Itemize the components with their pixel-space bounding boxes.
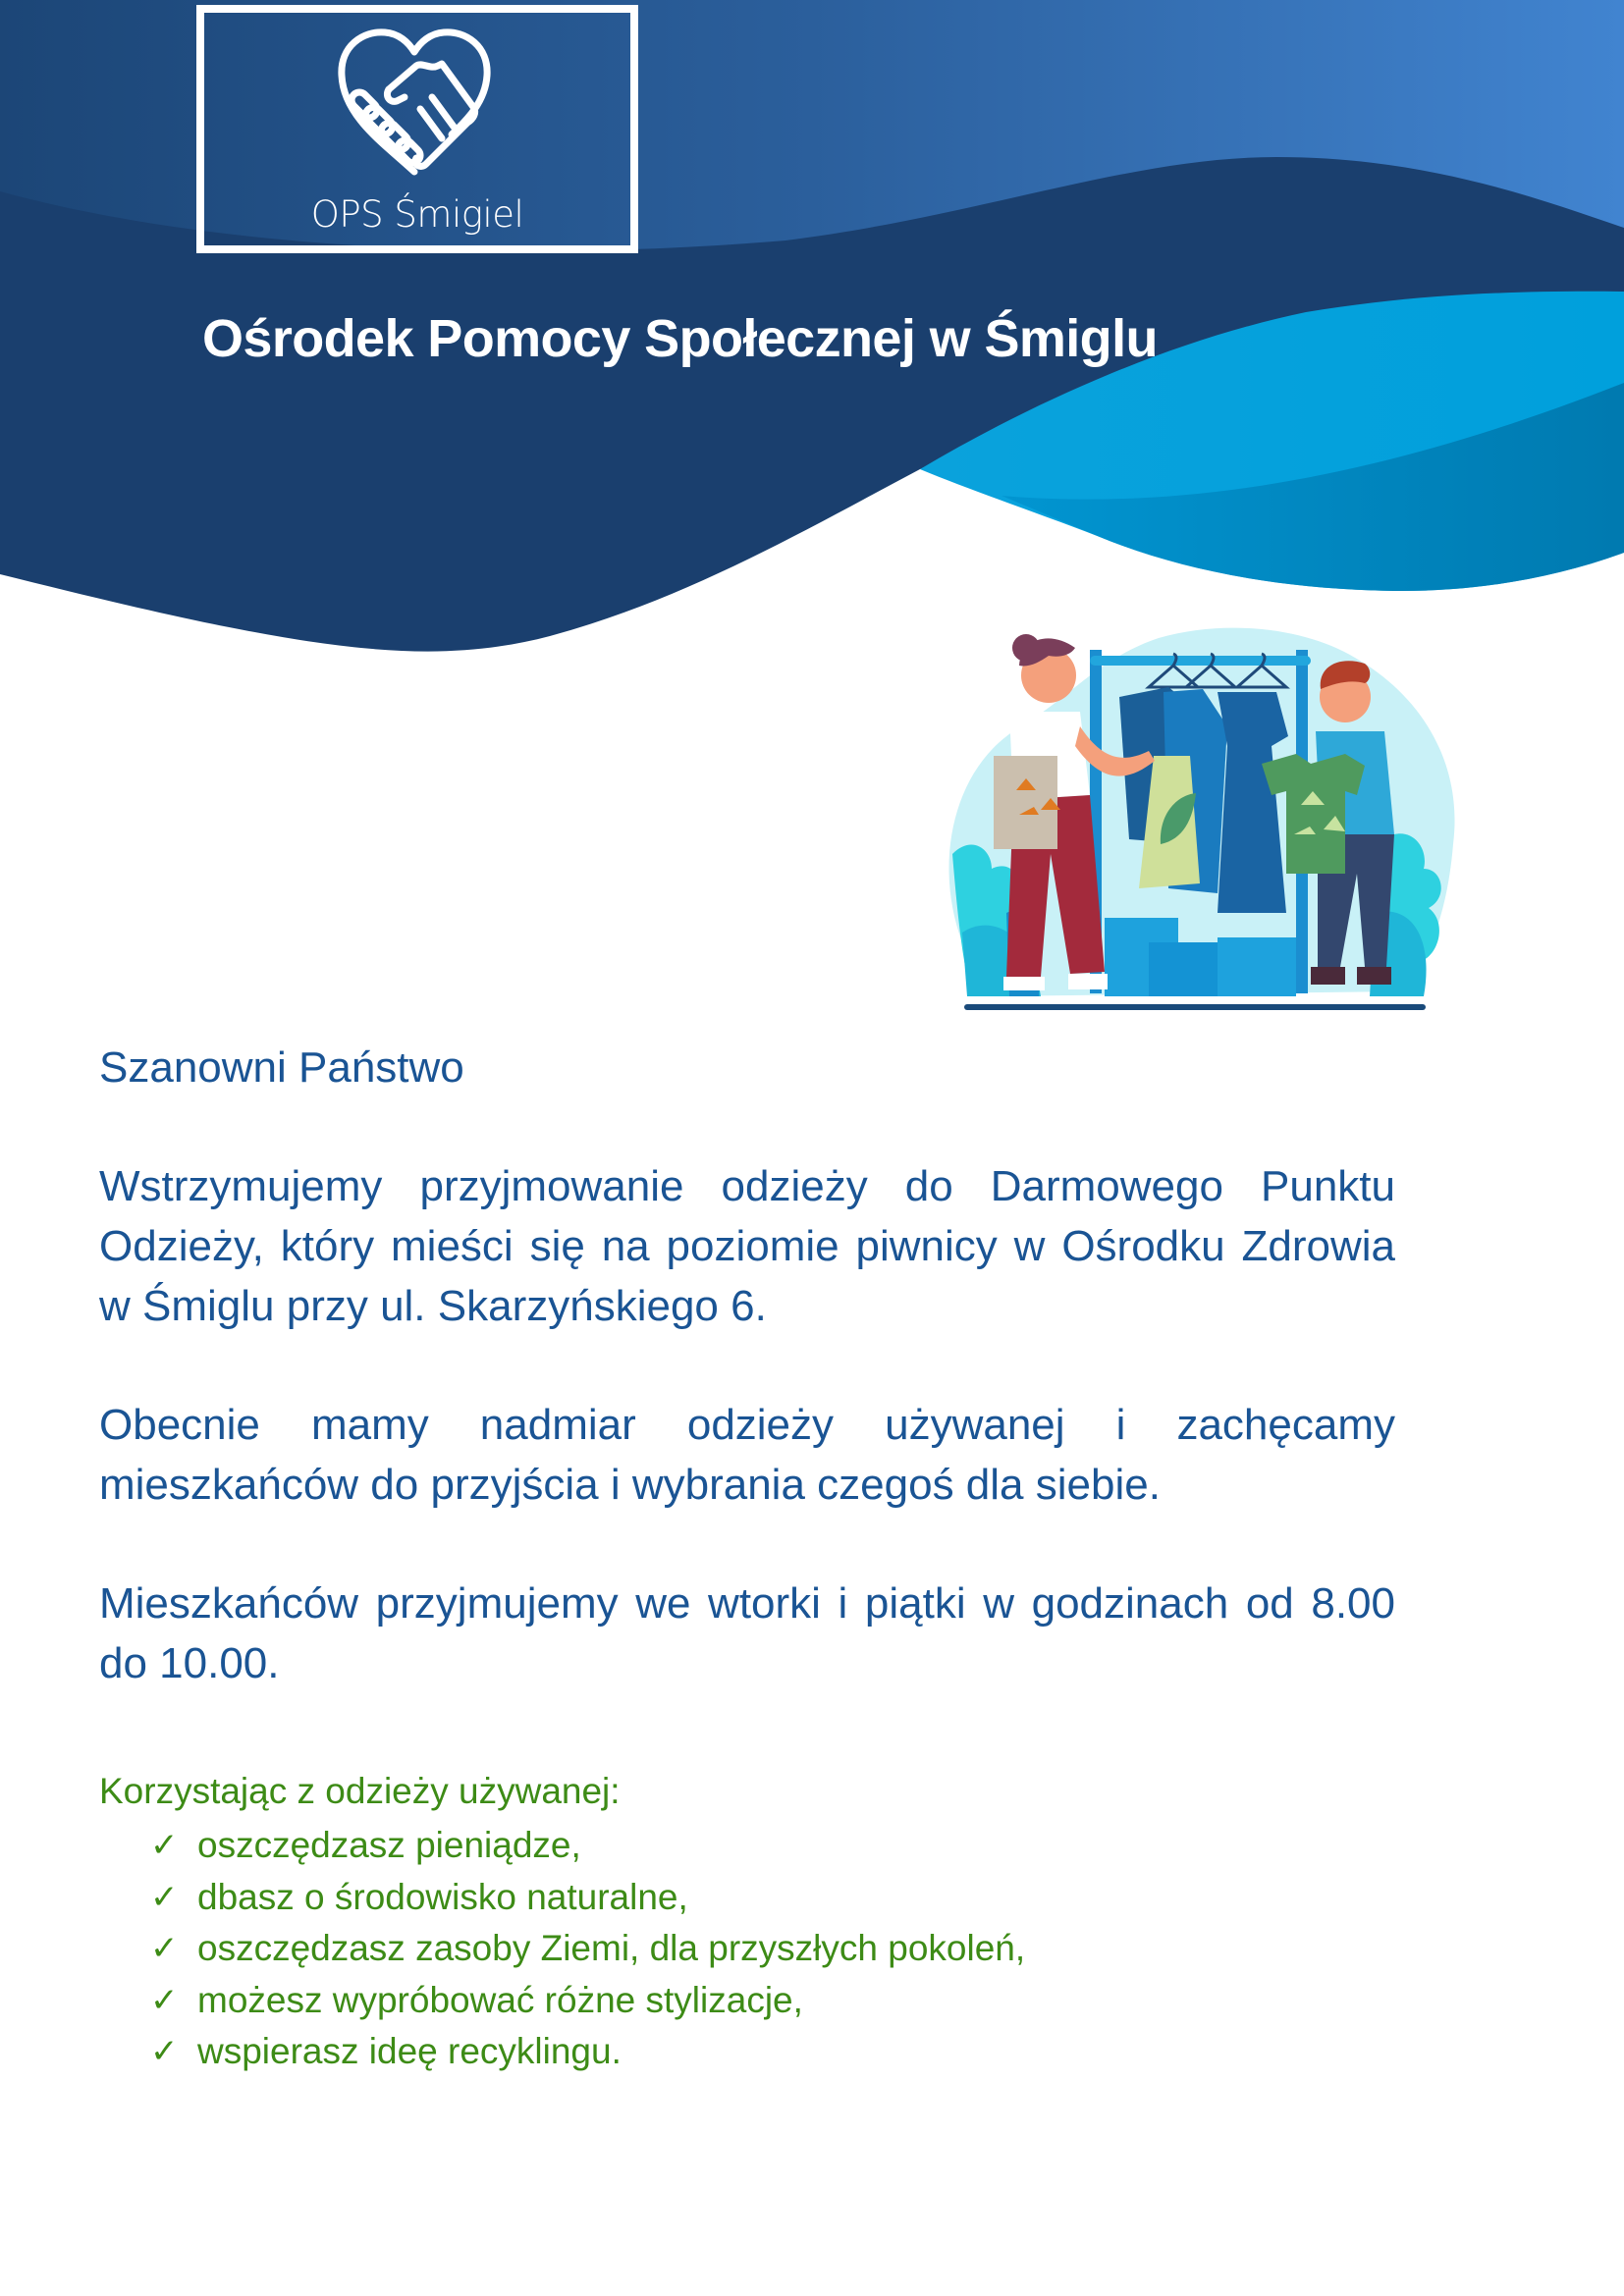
- list-item-text: możesz wypróbować różne stylizacje,: [197, 1979, 803, 2020]
- list-item-text: wspierasz ideę recyklingu.: [197, 2031, 622, 2071]
- list-item-text: oszczędzasz zasoby Ziemi, dla przyszłych pokoleń,: [197, 1928, 1026, 1968]
- greeting: Szanowni Państwo: [99, 1043, 464, 1092]
- paragraph-collection-paused: Wstrzymujemy przyjmowanie odzieży do Darmowego Punktu Odzieży, który mieści się na poziomie piwnicy w Ośrodku Zdrowia w Śmiglu przy ul. Skarzyńskiego 6.: [99, 1162, 1395, 1330]
- benefits-section: [99, 1767, 1025, 2078]
- list-item-text: dbasz o środowisko naturalne,: [197, 1876, 688, 1917]
- checkmark-icon: ✓: [150, 1980, 179, 2020]
- benefits-title: Korzystając z odzieży używanej:: [99, 1771, 621, 1811]
- paragraph-surplus: Obecnie mamy nadmiar odzieży używanej i zachęcamy mieszkańców do przyjścia i wybrania czegoś dla siebie.: [99, 1401, 1395, 1509]
- checkmark-icon: ✓: [150, 1929, 179, 1968]
- checkmark-icon: ✓: [150, 1877, 179, 1917]
- list-item: [99, 1820, 1025, 1872]
- page-title: Ośrodek Pomocy Społecznej w Śmiglu: [202, 309, 1158, 368]
- paragraph-opening-hours: Mieszkańców przyjmujemy we wtorki i piątki w godzinach od 8.00 do 10.00.: [99, 1579, 1395, 1687]
- logo: [196, 5, 638, 253]
- heart-handshake-icon: [336, 27, 493, 176]
- checkmark-icon: ✓: [150, 1826, 179, 1865]
- benefits-list: [99, 1820, 1025, 2078]
- list-item: [99, 1923, 1025, 1975]
- two-people-clothing-rack-illustration: [933, 618, 1483, 1031]
- logo-text: OPS Śmigiel: [310, 193, 524, 236]
- list-item: [99, 1872, 1025, 1924]
- checkmark-icon: ✓: [150, 2032, 179, 2071]
- list-item: [99, 2026, 1025, 2078]
- announcement-body: [99, 1039, 1395, 1752]
- list-item-text: oszczędzasz pieniądze,: [197, 1825, 581, 1865]
- list-item: [99, 1975, 1025, 2027]
